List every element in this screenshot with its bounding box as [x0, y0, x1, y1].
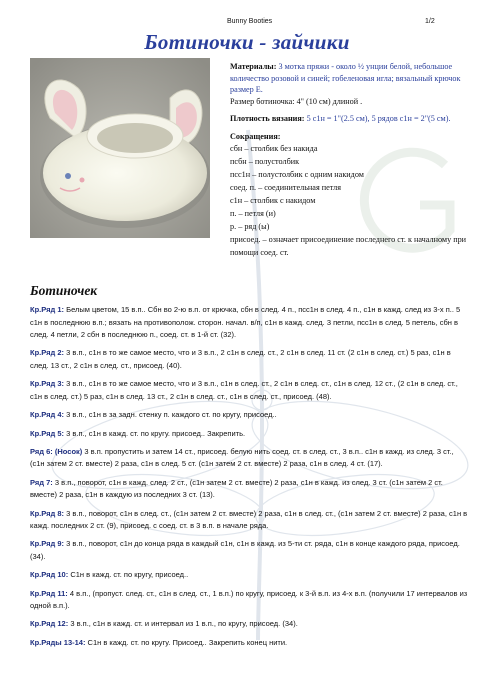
row-text: 4 в.п., (пропуст. след. ст., с1н в след. ст., 1 в.п.) по кругу, присоед. к 3-й в.п. из 4-х в.п. (получили 17 интервалов из одной в.п.). — [30, 588, 468, 611]
row-text: 3 в.п., с1н в то же самое место, что и 3 в.п., с1н в след. ст., 2 с1н в след. ст., с1н в след. 12 ст., (2 с1н в след. ст., с1н в след. ст.) 5 раз, с1н в след. 13 ст., 2 с1н в след. ст., с1н в след. ст., присоед. (48). — [30, 379, 458, 401]
row-text: 3 в.п., поворот, с1н до конца ряда в каждый с1н, с1н в кажд. из 5-ти ст. ряда, с1н в конце каждого ряда, присоед. (34). — [30, 539, 460, 561]
section-title: Ботиночек — [30, 283, 98, 298]
abbreviation-item: с1н – столбик с накидом — [230, 196, 316, 205]
instruction-row — [30, 588, 468, 613]
abbreviations-list — [230, 142, 480, 259]
materials-text: 3 мотка пряжи - около ½ унции белой, небольшое количество розовой и синей; гобеленовая игла; вязальный крючок размер E. — [230, 62, 461, 94]
row-text: 3 в.п. пропустить и затем 14 ст., присоед. белую нить соед. ст. в след. ст., 3 в.п.. с1н в кажд. из след. 3 ст., (с1н затем 2 ст. вместе) 2 раза, с1н в след. 5 ст. (с1н затем 2 ст. вместе) 2 раза, с1н в след. 4 ст. (17). — [30, 446, 454, 469]
bunny-bootie-photo — [30, 58, 210, 238]
abbreviation-item: п. – петля (и) — [230, 209, 276, 218]
row-text: 3 в.п., с1н в кажд. ст. по кругу. присоед.. Закрепить. — [66, 428, 246, 438]
instructions-list — [30, 304, 468, 655]
instruction-row — [30, 347, 468, 372]
row-label: Кр.Ряд 8: — [30, 508, 65, 518]
abbreviation-item: пcс1н – полустолбик с одним накидом — [230, 170, 364, 179]
instruction-row — [30, 477, 468, 502]
row-label: Кр.Ряд 10: — [30, 570, 69, 580]
instruction-row — [30, 304, 468, 342]
instruction-row — [30, 428, 468, 441]
row-label: Ряд 6: (Носок) — [30, 446, 83, 456]
row-label: Ряд 7: — [30, 477, 53, 487]
row-label: Кр.Ряд 4: — [30, 410, 65, 420]
row-label: Кр.Ряд 2: — [30, 348, 65, 358]
instruction-row — [30, 508, 468, 533]
row-label: Кр.Ряд 5: — [30, 428, 65, 438]
instruction-row — [30, 378, 468, 403]
materials-block — [230, 61, 480, 259]
row-text: Белым цветом, 15 в.п.. Сбн во 2-ю в.п. от крючка, сбн в след. 4 п., пcс1н в след. 4 п., с1н в кажд. след из 3-х п.. 5 с1н в последнюю в.п.; вязать на противополож. сторон. начал. в/п, с1н в кажд. след. 3 петли, пcс1н в след. 5 петель, сбн в след. 4 петли, 2 сбн в последнюю п., соед. ст. в 1-й ст. (32). — [30, 305, 461, 340]
row-label: Кр.Ряд 3: — [30, 379, 65, 389]
row-label: Кр.Ряд 12: — [30, 619, 69, 629]
row-text: 3 в.п., с1н в за задн. стенку п. каждого ст. по кругу, присоед.. — [66, 410, 277, 420]
row-label: Кр.Ряд 1: — [30, 305, 65, 314]
abbreviation-item: псбн – полустолбик — [230, 157, 300, 166]
row-text: 3 в.п., поворот, с1н в кажд. след. 2 ст., (с1н затем 2 ст. вместе) 2 раза, с1н в кажд. из след. 3 ст. (с1н затем 2 ст. вместе) 2 раза, с1н в каждую из последних 3 ст. (13). — [30, 477, 443, 500]
row-label: Кр.Ряд 11: — [30, 588, 68, 598]
instruction-row — [30, 538, 468, 563]
instruction-row — [30, 446, 468, 471]
row-text: 3 в.п., поворот, с1н в след. ст., (с1н затем 2 ст. вместе) 2 раза, с1н в след. ст., (с1н затем 2 ст. вместе) 2 раза, с1н в кажд. последних 2 ст. (9), присоед. с соед. ст. в 3 в.п. в начале ряда. — [30, 508, 468, 531]
instruction-row — [30, 409, 468, 422]
materials-paragraph — [230, 61, 480, 96]
instruction-row — [30, 569, 468, 582]
document-name: Bunny Booties — [227, 18, 273, 25]
page-header — [0, 18, 494, 30]
row-text: 3 в.п., с1н в то же самое место, что и 3 в.п., 2 с1н в след. ст., 2 с1н в след. 11 ст. (2 с1н в след. ст.) 5 раз, с1н в след. 13 ст., 2 с1н в след. ст., присоед. (40). — [30, 348, 451, 371]
gauge-paragraph — [230, 113, 480, 125]
abbreviation-item: присоед. – означает присоединение последнего ст. к началному при помощи соед. ст. — [230, 235, 467, 257]
row-text: С1н в кажд. ст. по кругу. Присоед.. Закрепить конец нити. — [87, 637, 288, 647]
size-line: Размер ботиночка: 4" (10 см) длиной . — [230, 96, 363, 106]
abbreviation-item: соед. п. – соединительная петля — [230, 183, 341, 192]
row-text: 3 в.п., с1н в кажд. ст. и интервал из 1 в.п., по кругу, присоед. (34). — [70, 619, 298, 629]
materials-label: Материалы: — [230, 62, 277, 71]
instruction-row — [30, 618, 468, 631]
abbreviation-item: р. – ряд (ы) — [230, 222, 270, 231]
instruction-row — [30, 637, 468, 650]
row-label: Кр.Ряд 9: — [30, 539, 65, 549]
page-number: 1/2 — [425, 18, 435, 25]
row-label: Кр.Ряды 13-14: — [30, 637, 86, 647]
gauge-text: 5 с1н = 1"(2.5 см), 5 рядов с1н = 2"(5 см). — [306, 114, 451, 123]
gauge-label: Плотность вязания: — [230, 114, 305, 123]
abbreviations-label: Сокращения: — [230, 131, 281, 141]
row-text: С1н в кажд. ст. по кругу, присоед.. — [70, 570, 189, 580]
abbreviation-item: сбн – столбик без накида — [230, 144, 318, 153]
page-title: Ботиночки - зайчики — [144, 30, 350, 54]
